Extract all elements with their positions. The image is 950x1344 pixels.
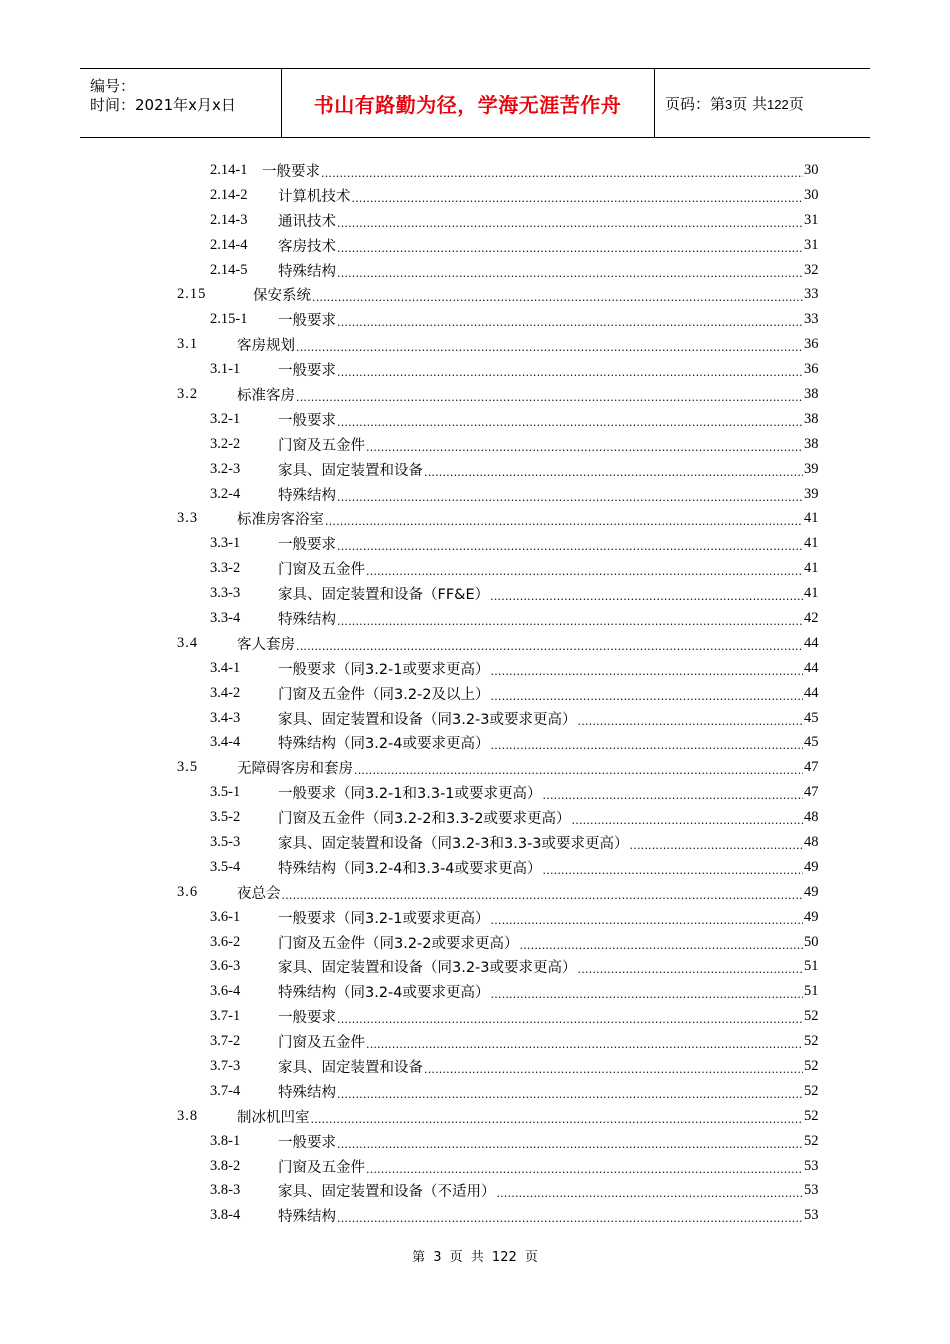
toc-dot-leader bbox=[520, 939, 803, 952]
toc-entry[interactable] bbox=[0, 1079, 950, 1104]
toc-dot-leader bbox=[491, 665, 803, 678]
toc-entry-title: 门窗及五金件 bbox=[278, 437, 365, 454]
toc-entry-number: 3.3-4 bbox=[210, 609, 241, 626]
toc-entry-title: 特殊结构（同3.2-4和3.3-4或要求更高） bbox=[278, 860, 542, 877]
toc-entry-page: 32 bbox=[804, 261, 819, 278]
toc-entry-title: 特殊结构 bbox=[278, 263, 336, 280]
toc-entry-page: 38 bbox=[804, 385, 819, 402]
toc-dot-leader bbox=[366, 565, 803, 578]
toc-entry-page: 41 bbox=[804, 585, 819, 602]
toc-entry-number: 3.8-1 bbox=[210, 1132, 241, 1149]
toc-entry[interactable] bbox=[0, 1029, 950, 1054]
toc-dot-leader bbox=[572, 814, 803, 827]
toc-entry[interactable] bbox=[0, 282, 950, 307]
toc-entry-title: 家具、固定装置和设备（同3.2-3或要求更高） bbox=[278, 960, 577, 977]
toc-dot-leader bbox=[497, 1187, 804, 1200]
toc-entry-title: 客人套房 bbox=[237, 636, 295, 653]
toc-entry[interactable] bbox=[0, 1054, 950, 1079]
toc-entry-title: 一般要求 bbox=[278, 363, 336, 380]
toc-entry-page: 52 bbox=[804, 1132, 819, 1149]
toc-entry-title: 特殊结构 bbox=[278, 487, 336, 504]
toc-entry[interactable] bbox=[0, 1104, 950, 1129]
toc-entry-number: 3.6-1 bbox=[210, 908, 241, 925]
toc-entry-page: 51 bbox=[804, 983, 819, 1000]
toc-entry[interactable] bbox=[0, 805, 950, 830]
toc-entry-page: 47 bbox=[804, 759, 819, 776]
toc-entry-page: 33 bbox=[804, 286, 819, 303]
toc-entry-page: 51 bbox=[804, 958, 819, 975]
toc-entry[interactable] bbox=[0, 681, 950, 706]
page-prefix: 页码：第 bbox=[665, 94, 726, 113]
toc-entry[interactable] bbox=[0, 332, 950, 357]
toc-entry-number: 3.7-2 bbox=[210, 1033, 241, 1050]
toc-entry-page: 36 bbox=[804, 361, 819, 378]
toc-entry-number: 3.5 bbox=[177, 759, 199, 776]
toc-dot-leader bbox=[325, 515, 803, 528]
toc-entry-title: 家具、固定装置和设备（不适用） bbox=[278, 1184, 496, 1201]
toc-entry-page: 45 bbox=[804, 709, 819, 726]
toc-entry-number: 3.5-1 bbox=[210, 784, 241, 801]
toc-entry[interactable] bbox=[0, 1129, 950, 1154]
toc-dot-leader bbox=[543, 864, 803, 877]
toc-entry-page: 33 bbox=[804, 311, 819, 328]
toc-entry-title: 计算机技术 bbox=[278, 188, 351, 205]
toc-dot-leader bbox=[296, 640, 803, 653]
toc-entry-title: 家具、固定装置和设备 bbox=[278, 462, 423, 479]
toc-entry-number: 3.5-3 bbox=[210, 833, 241, 850]
toc-entry[interactable] bbox=[0, 482, 950, 507]
toc-entry[interactable] bbox=[0, 855, 950, 880]
toc-entry[interactable] bbox=[0, 830, 950, 855]
toc-dot-leader bbox=[491, 914, 803, 927]
toc-entry[interactable] bbox=[0, 307, 950, 332]
toc-entry-number: 3.6 bbox=[177, 883, 199, 900]
toc-entry-number: 3.7-4 bbox=[210, 1082, 241, 1099]
toc-entry[interactable] bbox=[0, 955, 950, 980]
toc-dot-leader bbox=[311, 1113, 804, 1126]
code-label: 编号： bbox=[90, 77, 136, 95]
toc-dot-leader bbox=[491, 988, 803, 1001]
toc-entry[interactable] bbox=[0, 407, 950, 432]
toc-entry-title: 一般要求（同3.2-1或要求更高） bbox=[278, 910, 490, 927]
toc-entry-number: 2.14-3 bbox=[210, 211, 248, 228]
toc-entry[interactable] bbox=[0, 1004, 950, 1029]
toc-entry[interactable] bbox=[0, 905, 950, 930]
toc-entry[interactable] bbox=[0, 631, 950, 656]
toc-dot-leader bbox=[366, 1163, 803, 1176]
toc-dot-leader bbox=[337, 615, 803, 628]
toc-entry-title: 特殊结构 bbox=[278, 1084, 336, 1101]
toc-entry[interactable] bbox=[0, 706, 950, 731]
toc-entry-page: 48 bbox=[804, 809, 819, 826]
toc-dot-leader bbox=[282, 889, 804, 902]
toc-entry-title: 特殊结构 bbox=[278, 1209, 336, 1226]
page-number: 3 bbox=[725, 96, 733, 112]
header-middle-cell bbox=[281, 69, 655, 137]
header-right-cell bbox=[655, 69, 870, 137]
toc-entry-number: 3.4-2 bbox=[210, 684, 241, 701]
toc-entry-number: 3.4-1 bbox=[210, 659, 241, 676]
toc-entry-number: 3.2 bbox=[177, 385, 199, 402]
toc-dot-leader bbox=[337, 1212, 803, 1225]
toc-entry-title: 特殊结构 bbox=[278, 611, 336, 628]
toc-entry-title: 特殊结构（同3.2-4或要求更高） bbox=[278, 985, 490, 1002]
toc-entry-title: 特殊结构（同3.2-4或要求更高） bbox=[278, 736, 490, 753]
toc-entry-page: 44 bbox=[804, 634, 819, 651]
toc-entry-page: 30 bbox=[804, 186, 819, 203]
toc-entry[interactable] bbox=[0, 457, 950, 482]
toc-entry-title: 标准房客浴室 bbox=[237, 512, 324, 529]
toc-entry-number: 3.7-3 bbox=[210, 1058, 241, 1074]
toc-entry-page: 41 bbox=[804, 510, 819, 527]
toc-dot-leader bbox=[578, 963, 803, 976]
toc-entry-page: 53 bbox=[804, 1182, 819, 1199]
toc-entry-number: 2.14-5 bbox=[210, 261, 248, 278]
toc-entry-number: 2.15 bbox=[177, 286, 207, 303]
toc-entry-number: 2.14-1 bbox=[210, 161, 248, 178]
toc-entry-page: 39 bbox=[804, 460, 819, 477]
toc-dot-leader bbox=[337, 242, 803, 255]
toc-dot-leader bbox=[424, 466, 803, 479]
toc-entry-title: 客房技术 bbox=[278, 238, 336, 255]
toc-entry-number: 3.4-3 bbox=[210, 709, 241, 726]
time-label: 时间：2021年x月x日 bbox=[90, 96, 236, 114]
toc-dot-leader bbox=[337, 1088, 803, 1101]
toc-entry-title: 一般要求 bbox=[278, 537, 336, 554]
toc-entry-page: 53 bbox=[804, 1157, 819, 1174]
table-of-contents bbox=[0, 158, 950, 1228]
toc-entry-title: 一般要求 bbox=[278, 1010, 336, 1027]
toc-entry-page: 45 bbox=[804, 734, 819, 751]
toc-entry[interactable] bbox=[0, 880, 950, 905]
toc-entry-page: 30 bbox=[804, 161, 819, 178]
toc-dot-leader bbox=[366, 1038, 803, 1051]
toc-entry-page: 36 bbox=[804, 336, 819, 353]
toc-entry-number: 3.5-2 bbox=[210, 809, 241, 826]
toc-entry-number: 3.2-1 bbox=[210, 410, 241, 427]
toc-dot-leader bbox=[337, 1138, 803, 1151]
toc-entry-page: 49 bbox=[804, 908, 819, 925]
toc-dot-leader bbox=[337, 316, 803, 329]
toc-entry[interactable] bbox=[0, 979, 950, 1004]
toc-entry[interactable] bbox=[0, 258, 950, 283]
toc-dot-leader bbox=[366, 441, 803, 454]
header-page-info bbox=[665, 93, 804, 114]
toc-entry[interactable] bbox=[0, 357, 950, 382]
toc-dot-leader bbox=[352, 192, 804, 205]
toc-entry-page: 38 bbox=[804, 435, 819, 452]
toc-entry-page: 41 bbox=[804, 560, 819, 577]
toc-dot-leader bbox=[337, 416, 803, 429]
page-mid: 页 共 bbox=[732, 94, 768, 113]
toc-entry-title: 门窗及五金件（同3.2-2和3.3-2或要求更高） bbox=[278, 811, 571, 828]
toc-entry-title: 制冰机凹室 bbox=[237, 1109, 310, 1126]
toc-dot-leader bbox=[630, 839, 803, 852]
toc-entry-title: 一般要求 bbox=[262, 163, 320, 180]
toc-entry-title: 家具、固定装置和设备 bbox=[278, 1060, 423, 1076]
toc-entry[interactable] bbox=[0, 432, 950, 457]
toc-entry-number: 2.14-2 bbox=[210, 186, 248, 203]
toc-entry-title: 夜总会 bbox=[237, 885, 281, 902]
toc-dot-leader bbox=[578, 715, 803, 728]
toc-dot-leader bbox=[337, 217, 803, 230]
toc-entry-number: 3.6-3 bbox=[210, 958, 241, 975]
toc-entry-number: 3.3 bbox=[177, 510, 199, 527]
toc-entry-title: 客房规划 bbox=[237, 338, 295, 355]
toc-entry-page: 50 bbox=[804, 933, 819, 950]
toc-entry-title: 家具、固定装置和设备（FF&E） bbox=[278, 587, 490, 604]
toc-entry-title: 门窗及五金件 bbox=[278, 1159, 365, 1176]
toc-entry-number: 3.3-2 bbox=[210, 560, 241, 577]
toc-entry-number: 3.3-3 bbox=[210, 585, 241, 602]
toc-entry-number: 3.7-1 bbox=[210, 1008, 241, 1025]
toc-entry-number: 3.6-2 bbox=[210, 933, 241, 950]
toc-entry-page: 48 bbox=[804, 833, 819, 850]
toc-entry-title: 一般要求 bbox=[278, 412, 336, 429]
toc-entry-page: 52 bbox=[804, 1058, 819, 1074]
toc-dot-leader bbox=[296, 391, 803, 404]
toc-dot-leader bbox=[296, 341, 803, 354]
toc-entry[interactable] bbox=[0, 1179, 950, 1204]
toc-entry-page: 41 bbox=[804, 535, 819, 552]
page-total: 122 bbox=[767, 96, 789, 112]
toc-entry[interactable] bbox=[0, 1203, 950, 1228]
toc-entry[interactable] bbox=[0, 730, 950, 755]
toc-entry-title: 家具、固定装置和设备（同3.2-3和3.3-3或要求更高） bbox=[278, 835, 629, 852]
toc-dot-leader bbox=[543, 789, 803, 802]
toc-dot-leader bbox=[337, 366, 803, 379]
toc-entry-title: 一般要求（同3.2-1或要求更高） bbox=[278, 661, 490, 678]
header-left-cell bbox=[80, 69, 282, 137]
toc-dot-leader bbox=[337, 267, 803, 280]
page-header bbox=[80, 68, 870, 138]
toc-dot-leader bbox=[491, 739, 803, 752]
toc-entry-number: 2.14-4 bbox=[210, 236, 248, 253]
toc-entry-title: 门窗及五金件（同3.2-2或要求更高） bbox=[278, 935, 519, 952]
toc-dot-leader bbox=[337, 1013, 803, 1026]
toc-entry[interactable] bbox=[0, 581, 950, 606]
toc-entry-number: 3.4 bbox=[177, 634, 199, 651]
toc-entry-title: 一般要求（同3.2-1和3.3-1或要求更高） bbox=[278, 786, 542, 803]
toc-entry-title: 无障碍客房和套房 bbox=[237, 761, 353, 778]
motto: 书山有路勤为径，学海无涯苦作舟 bbox=[313, 92, 622, 117]
toc-entry-page: 47 bbox=[804, 784, 819, 801]
toc-entry-title: 一般要求 bbox=[278, 313, 336, 330]
toc-dot-leader bbox=[424, 1063, 803, 1076]
toc-entry[interactable] bbox=[0, 656, 950, 681]
toc-entry[interactable] bbox=[0, 208, 950, 233]
toc-entry[interactable] bbox=[0, 158, 950, 183]
toc-entry-page: 38 bbox=[804, 410, 819, 427]
toc-entry-number: 3.2-2 bbox=[210, 435, 241, 452]
toc-dot-leader bbox=[337, 540, 803, 553]
toc-entry-number: 3.1-1 bbox=[210, 361, 241, 378]
toc-entry-title: 一般要求 bbox=[278, 1134, 336, 1151]
toc-entry-page: 49 bbox=[804, 883, 819, 900]
toc-entry-page: 52 bbox=[804, 1008, 819, 1025]
toc-entry-number: 3.2-3 bbox=[210, 460, 241, 477]
toc-entry-number: 3.8-4 bbox=[210, 1207, 241, 1224]
toc-entry[interactable] bbox=[0, 755, 950, 780]
toc-entry-page: 52 bbox=[804, 1082, 819, 1099]
toc-entry[interactable] bbox=[0, 556, 950, 581]
toc-entry-page: 53 bbox=[804, 1207, 819, 1224]
toc-entry-number: 3.2-4 bbox=[210, 485, 241, 502]
toc-entry-number: 2.15-1 bbox=[210, 311, 248, 328]
toc-entry-number: 3.6-4 bbox=[210, 983, 241, 1000]
toc-entry[interactable] bbox=[0, 606, 950, 631]
toc-entry-page: 42 bbox=[804, 609, 819, 626]
toc-entry-title: 门窗及五金件（同3.2-2及以上） bbox=[278, 686, 490, 703]
page-suffix: 页 bbox=[788, 94, 804, 113]
toc-entry-page: 44 bbox=[804, 659, 819, 676]
page-footer: 第 3 页 共 122 页 bbox=[412, 1250, 538, 1265]
toc-entry[interactable] bbox=[0, 780, 950, 805]
toc-entry[interactable] bbox=[0, 531, 950, 556]
toc-entry-page: 31 bbox=[804, 236, 819, 253]
toc-entry-number: 3.4-4 bbox=[210, 734, 241, 751]
toc-dot-leader bbox=[337, 491, 803, 504]
toc-entry[interactable] bbox=[0, 183, 950, 208]
toc-entry[interactable] bbox=[0, 1154, 950, 1179]
toc-entry-page: 44 bbox=[804, 684, 819, 701]
toc-entry[interactable] bbox=[0, 930, 950, 955]
toc-entry-title: 标准客房 bbox=[237, 387, 295, 404]
toc-dot-leader bbox=[354, 764, 803, 777]
toc-dot-leader bbox=[490, 590, 803, 603]
toc-entry-page: 49 bbox=[804, 858, 819, 875]
toc-entry-title: 门窗及五金件 bbox=[278, 1035, 365, 1052]
toc-entry-number: 3.3-1 bbox=[210, 535, 241, 552]
toc-entry-page: 39 bbox=[804, 485, 819, 502]
toc-entry-title: 通讯技术 bbox=[278, 213, 336, 230]
toc-entry-title: 保安系统 bbox=[253, 288, 311, 305]
toc-entry[interactable] bbox=[0, 506, 950, 531]
toc-dot-leader bbox=[491, 690, 803, 703]
toc-entry[interactable] bbox=[0, 382, 950, 407]
toc-entry-number: 3.8-2 bbox=[210, 1157, 241, 1174]
toc-entry[interactable] bbox=[0, 233, 950, 258]
toc-entry-page: 52 bbox=[804, 1107, 819, 1124]
toc-entry-number: 3.8-3 bbox=[210, 1182, 241, 1199]
toc-entry-number: 3.5-4 bbox=[210, 858, 241, 875]
toc-entry-page: 52 bbox=[804, 1033, 819, 1050]
toc-entry-title: 门窗及五金件 bbox=[278, 562, 365, 579]
toc-dot-leader bbox=[312, 291, 803, 304]
toc-entry-page: 31 bbox=[804, 211, 819, 228]
toc-entry-number: 3.8 bbox=[177, 1107, 199, 1124]
toc-entry-title: 家具、固定装置和设备（同3.2-3或要求更高） bbox=[278, 711, 577, 728]
toc-dot-leader bbox=[321, 167, 803, 180]
toc-entry-number: 3.1 bbox=[177, 336, 199, 353]
